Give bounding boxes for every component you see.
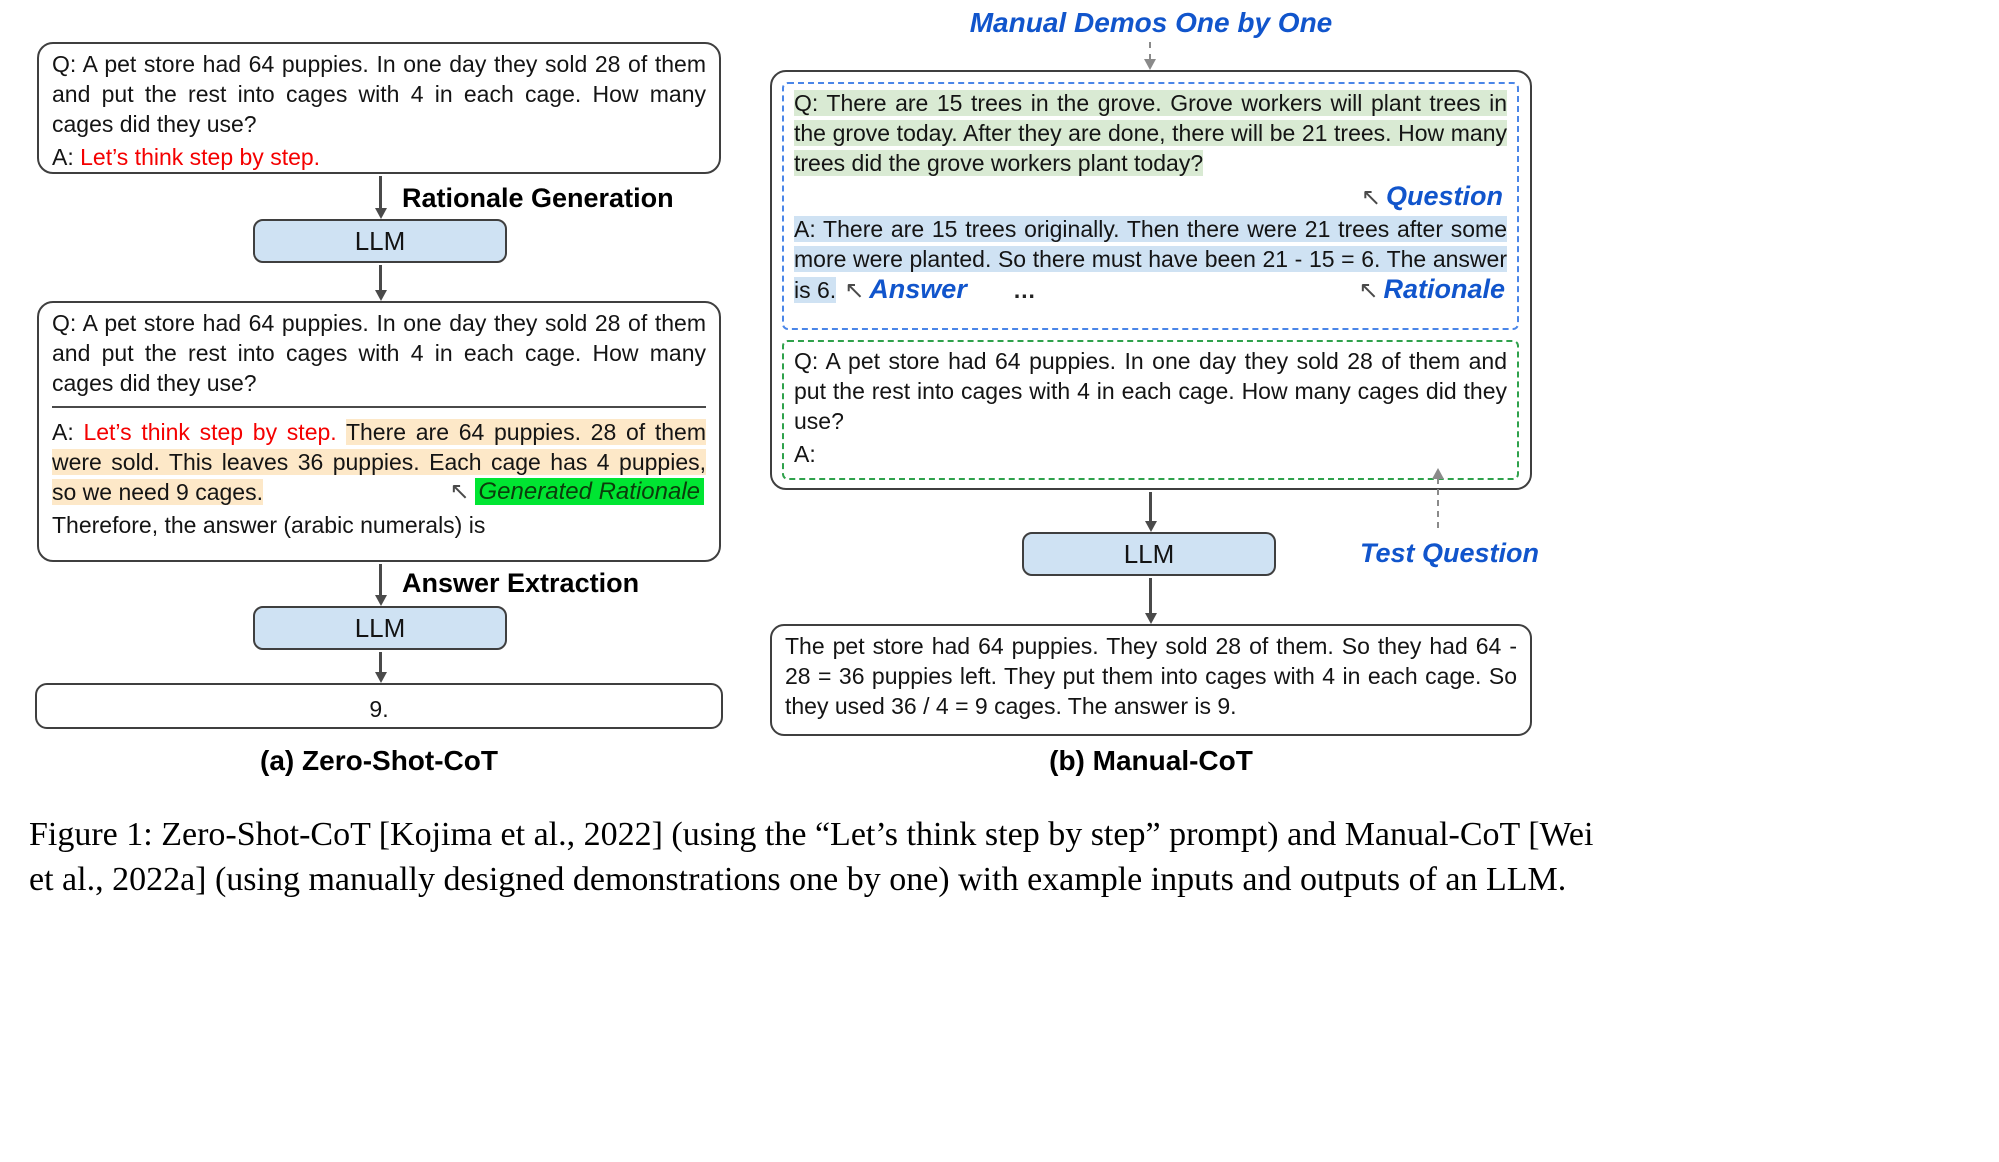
manual-output-box bbox=[770, 624, 1532, 736]
pointer-arrow-icon: ↖ bbox=[1358, 276, 1379, 304]
question-callout bbox=[794, 181, 1503, 212]
cot-trigger-text: Let’s think step by step. bbox=[83, 419, 337, 445]
panel-b-caption: (b) Manual-CoT bbox=[1049, 745, 1253, 776]
llm-box-rationale: LLM bbox=[253, 219, 507, 263]
zeroshot-second-box bbox=[37, 301, 721, 562]
arrow-demos-to-box bbox=[1149, 42, 1151, 60]
demo-answer-text: A: There are 15 trees originally. Then there were 21 trees after some more were planted. So there must have been 21 - 15 = 6. The answer is 6. bbox=[794, 216, 1507, 303]
manual-output-text: The pet store had 64 puppies. They sold 28 of them. So they had 64 - 28 = 36 puppies left. They put them into cages with 4 in each cage. So they used 36 / 4 = 9 cages. The answer is 9. bbox=[785, 633, 1517, 719]
demo-question-text: Q: There are 15 trees in the grove. Grove workers will plant trees in the grove today. After they are done, there will be 21 trees. How many trees did the grove workers plant today? bbox=[794, 90, 1507, 176]
generated-rationale-text: There are 64 puppies. 28 of them were sold. This leaves 36 puppies. Each cage has 4 puppies, so we need 9 cages. bbox=[52, 419, 706, 505]
arrow-input-to-llm bbox=[379, 176, 382, 209]
answer-extraction-label: Answer Extraction bbox=[402, 568, 640, 598]
generated-rationale-callout bbox=[441, 476, 704, 507]
arrow-second-box-to-llm bbox=[379, 564, 382, 596]
pointer-arrow-icon: ↖ bbox=[844, 276, 865, 304]
test-question-label: Test Question bbox=[1360, 538, 1540, 568]
arrow-test-question bbox=[1437, 478, 1439, 528]
manual-input-box bbox=[770, 70, 1532, 490]
pointer-arrow-icon: ↖ bbox=[1360, 183, 1381, 211]
demo-answer bbox=[794, 214, 1507, 305]
demo-question bbox=[794, 88, 1507, 178]
question-label: Question bbox=[1385, 181, 1503, 211]
question-text: Q: A pet store had 64 puppies. In one day they sold 28 of them and put the rest into cages with 4 in each cage. How many cages did they use? bbox=[52, 310, 706, 396]
arrow-llm-to-output bbox=[379, 652, 382, 673]
arrow-llm-to-output bbox=[1149, 578, 1152, 614]
test-answer-prefix: A: bbox=[794, 441, 816, 467]
divider-line bbox=[52, 406, 706, 408]
rationale-generation-label: Rationale Generation bbox=[402, 183, 674, 213]
cot-trigger-text: Let’s think step by step. bbox=[80, 144, 321, 170]
figure-caption bbox=[29, 812, 1973, 902]
answer-prefix: A: bbox=[52, 419, 84, 445]
rationale-callout bbox=[1350, 274, 1505, 305]
test-question-block bbox=[782, 340, 1519, 480]
extraction-prompt-text: Therefore, the answer (arabic numerals) is bbox=[52, 512, 486, 538]
question-text: Q: A pet store had 64 puppies. In one day they sold 28 of them and put the rest into cages with 4 in each cage. How many cages did they use? bbox=[52, 51, 706, 137]
pointer-arrow-icon: ↖ bbox=[449, 477, 470, 505]
test-question-text: Q: A pet store had 64 puppies. In one day they sold 28 of them and put the rest into cages with 4 in each cage. How many cages did they use? bbox=[794, 348, 1507, 434]
answer-line bbox=[52, 142, 706, 172]
figure-caption-line1: Figure 1: Zero-Shot-CoT [Kojima et al., 2022] (using the “Let’s think step by step” prompt) and Manual-CoT [Wei bbox=[29, 816, 1594, 853]
answer-with-rationale bbox=[52, 417, 706, 507]
zeroshot-input-box bbox=[37, 42, 721, 174]
demo-block bbox=[782, 82, 1519, 330]
figure-caption-line2: et al., 2022a] (using manually designed demonstrations one by one) with example inputs and outputs of an LLM. bbox=[29, 861, 1567, 898]
llm-box-manual: LLM bbox=[1022, 532, 1276, 576]
manual-demos-label: Manual Demos One by One bbox=[969, 7, 1333, 38]
llm-box-extraction: LLM bbox=[253, 606, 507, 650]
arrow-box-to-llm bbox=[1149, 492, 1152, 522]
panel-a-caption: (a) Zero-Shot-CoT bbox=[260, 745, 498, 776]
generated-rationale-label: Generated Rationale bbox=[475, 478, 704, 505]
arrow-llm-to-second-box bbox=[379, 265, 382, 291]
answer-label: Answer bbox=[869, 274, 967, 304]
answer-prefix: A: bbox=[52, 144, 81, 170]
zeroshot-output-box: 9. bbox=[35, 683, 723, 729]
rationale-label: Rationale bbox=[1383, 274, 1505, 304]
ellipsis: … bbox=[1012, 277, 1040, 303]
